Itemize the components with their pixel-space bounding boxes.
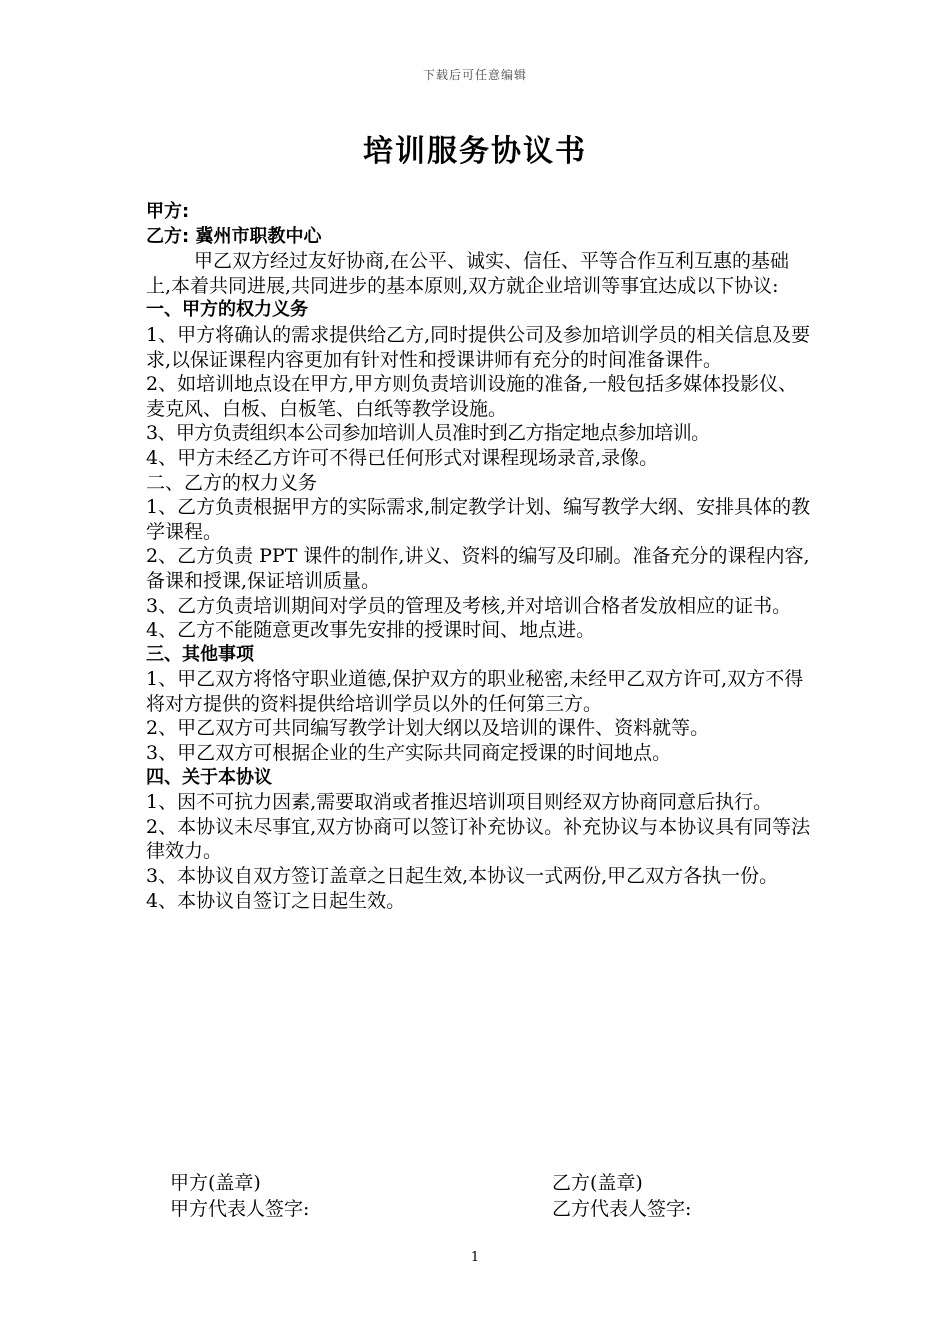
section-item: 1、乙方负责根据甲方的实际需求,制定教学计划、编写教学大纲、安排具体的教学课程。 [146,496,811,543]
section-heading: 四、关于本协议 [146,766,272,788]
section-item: 3、甲乙双方可根据企业的生产实际共同商定授课的时间地点。 [146,742,672,765]
section-item: 1、甲乙双方将恪守职业道德,保护双方的职业秘密,未经甲乙双方许可,双方不得将对方提供的资料提供给培训学员以外的任何第三方。 [146,668,804,715]
section-item: 4、甲方未经乙方许可不得已任何形式对课程现场录音,录像。 [146,446,659,469]
party-a-label: 甲方: [146,201,190,222]
section-item: 1、因不可抗力因素,需要取消或者推迟培训项目则经双方协商同意后执行。 [146,791,773,814]
section-heading: 一、甲方的权力义务 [146,299,308,321]
document-title: 培训服务协议书 [363,134,587,169]
party-a-rep-label: 甲方代表人签字: [170,1198,310,1220]
section-item: 3、甲方负责组织本公司参加培训人员准时到乙方指定地点参加培训。 [146,422,710,445]
party-b-signature-block [552,1170,691,1222]
section-item: 4、本协议自签订之日起生效。 [146,889,406,912]
section-item: 2、本协议未尽事宜,双方协商可以签订补充协议。补充协议与本协议具有同等法律效力。 [146,815,811,863]
party-a-signature-block [170,1170,309,1222]
page-number: 1 [470,1250,480,1265]
section-item: 3、本协议自双方签订盖章之日起生效,本协议一式两份,甲乙双方各执一份。 [146,865,779,888]
section-item: 3、乙方负责培训期间对学员的管理及考核,并对培训合格者发放相应的证书。 [146,594,792,617]
section-heading: 三、其他事项 [146,643,254,665]
party-b-seal-label: 乙方(盖章) [552,1172,643,1194]
section-item: 1、甲方将确认的需求提供给乙方,同时提供公司及参加培训学员的相关信息及要求,以保证课程内容更加有针对性和授课讲师有充分的时间准备课件。 [146,323,811,371]
header-note: 下载后可任意编辑 [422,68,527,82]
party-b-rep-label: 乙方代表人签字: [552,1198,692,1220]
section-item: 2、甲乙双方可共同编写教学计划大纲以及培训的课件、资料就等。 [146,717,710,740]
party-a-seal-label: 甲方(盖章) [170,1172,261,1194]
intro-paragraph: 甲乙双方经过友好协商,在公平、诚实、信任、平等合作互利互惠的基础上,本着共同进展,共同进步的基本原则,双方就企业培训等事宜达成以下协议: [146,250,790,297]
section-item: 2、乙方负责 PPT 课件的制作,讲义、资料的编写及印刷。准备充分的课程内容,备课和授课,保证培训质量。 [146,545,810,592]
section-item: 4、乙方不能随意更改事先安排的授课时间、地点进。 [146,619,596,642]
section-heading: 二、乙方的权力义务 [146,471,318,494]
document-body [146,200,812,913]
party-b-label: 乙方: 冀州市职教中心 [146,225,322,247]
section-item: 2、如培训地点设在甲方,甲方则负责培训设施的准备,一般包括多媒体投影仪、麦克风、白板、白板笔、白纸等教学设施。 [146,373,798,420]
